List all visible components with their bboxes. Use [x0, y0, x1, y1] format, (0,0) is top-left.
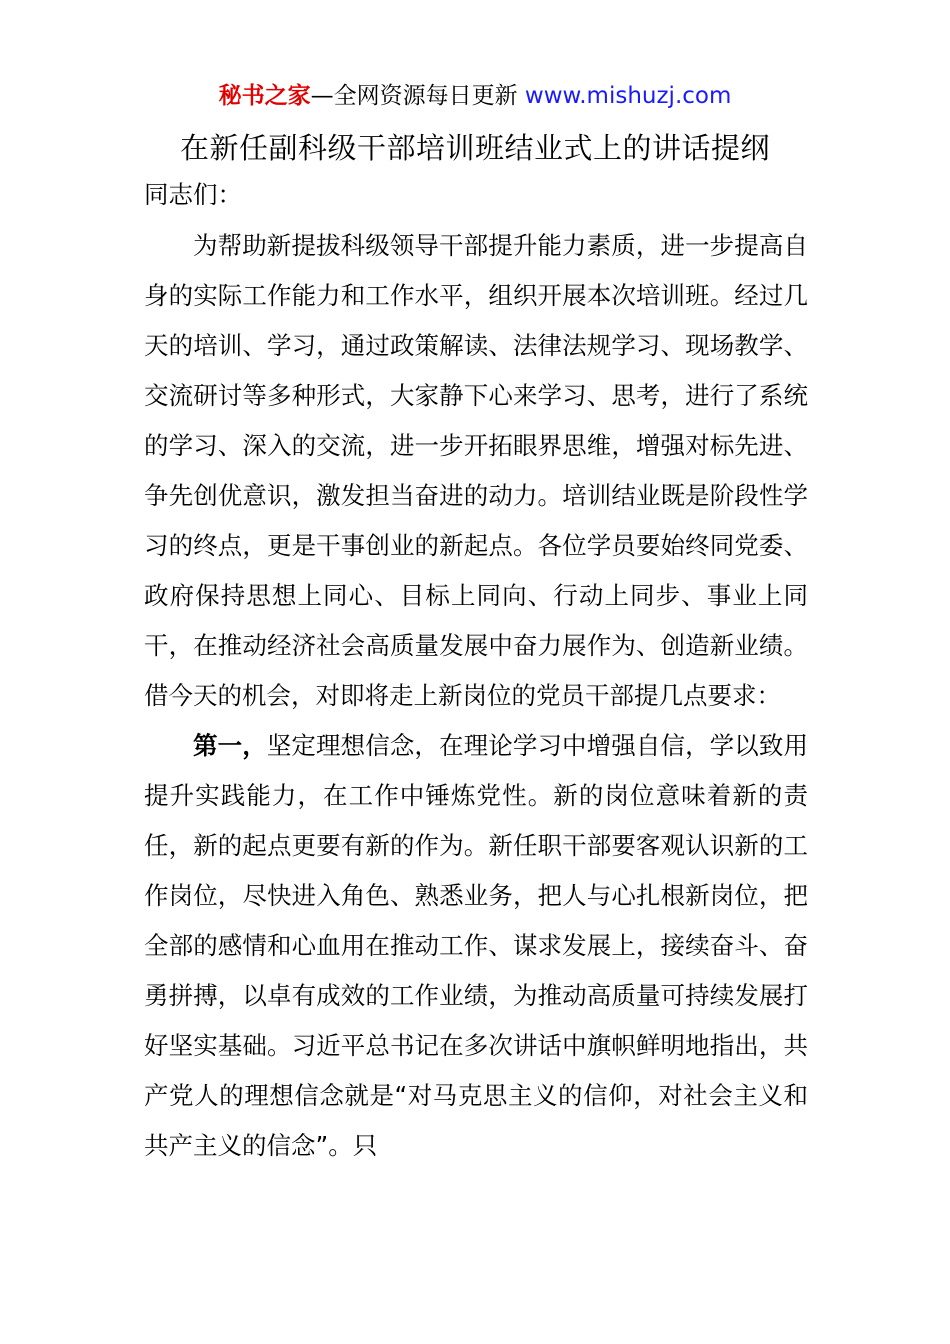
- document-title: 在新任副科级干部培训班结业式上的讲话提纲: [179, 131, 770, 165]
- point-lead: 第一，: [193, 731, 267, 760]
- paragraph-first-point: [144, 721, 808, 1171]
- document-body: [144, 175, 808, 1171]
- point-body: 坚定理想信念，在理论学习中增强自信，学以致用提升实践能力，在工作中锤炼党性。新的岗位意味着新的责任，新的起点更要有新的作为。新任职干部要客观认识新的工作岗位，尽快进入角色、熟悉业务，把人与心扎根新岗位，把全部的感情和心血用在推动工作、谋求发展上，接续奋斗、奋勇拼搏，以卓有成效的工作业绩，为推动高质量可持续发展打好坚实基础。习近平总书记在多次讲话中旗帜鲜明地指出，共产党人的理想信念就是“对马克思主义的信仰，对社会主义和共产主义的信念”。只: [144, 731, 808, 1160]
- brand-name: 秘书之家: [218, 83, 311, 109]
- site-url-link[interactable]: www.mishuzj.com: [524, 83, 732, 109]
- paragraph-intro: 为帮助新提拔科级领导干部提升能力素质，进一步提高自身的实际工作能力和工作水平，组织开展本次培训班。经过几天的培训、学习，通过政策解读、法律法规学习、现场教学、交流研讨等多种形式，大家静下心来学习、思考，进行了系统的学习、深入的交流，进一步开拓眼界思维，增强对标先进、争先创优意识，激发担当奋进的动力。培训结业既是阶段性学习的终点，更是干事创业的新起点。各位学员要始终同党委、政府保持思想上同心、目标上同向、行动上同步、事业上同干，在推动经济社会高质量发展中奋力展作为、创造新业绩。借今天的机会，对即将走上新岗位的党员干部提几点要求：: [144, 231, 808, 710]
- site-header: [0, 80, 950, 112]
- header-tagline: —全网资源每日更新: [310, 83, 525, 109]
- greeting: 同志们：: [144, 180, 242, 209]
